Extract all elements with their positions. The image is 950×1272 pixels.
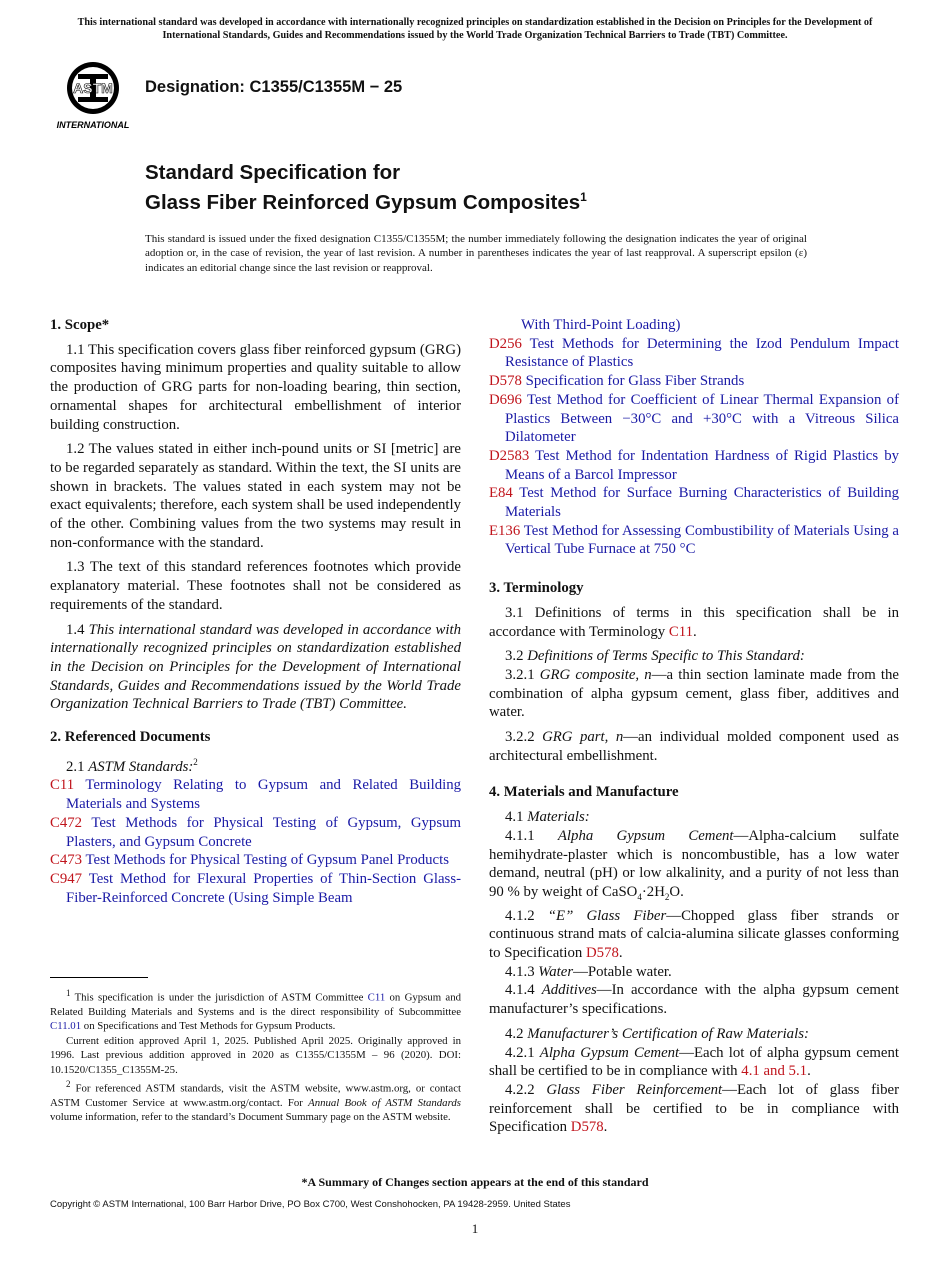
- reference-item: [489, 335, 899, 372]
- mat-4-2-1: 4.2.1 Alpha Gypsum Cement—Each lot of alpha gypsum cement shall be certified to be in compliance with 4.1 and 5.1.: [489, 1044, 899, 1080]
- reference-code-link[interactable]: C473: [50, 852, 83, 869]
- title-footnote-mark: 1: [580, 190, 587, 204]
- title-line-2: Glass Fiber Reinforced Gypsum Composites: [145, 190, 581, 214]
- reference-title-link[interactable]: Test Method for Assessing Combustibility of Materials Using a Vertical Tube Furnace at 750 °C: [505, 522, 899, 558]
- mat-4-1: 4.1 Materials:: [505, 809, 590, 826]
- copyright: Copyright © ASTM International, 100 Barr Harbor Drive, PO Box C700, West Conshohocken, PA 19428-2959. United States: [50, 1199, 571, 1210]
- footnote-rule: [50, 977, 148, 978]
- reference-title-link[interactable]: Specification for Glass Fiber Strands: [525, 373, 745, 390]
- reference-item: [489, 391, 899, 447]
- refdocs-2-1: 2.1 ASTM Standards:$^2$: [66, 756, 198, 775]
- reference-list-left: [50, 776, 461, 907]
- reference-code-link[interactable]: C947: [50, 870, 83, 887]
- right-column: [489, 316, 899, 1137]
- reference-item: [489, 522, 899, 559]
- issued-note: This standard is issued under the fixed designation C1355/C1355M; the number immediately following the designation indicates the year of original adoption or, in the case of revision, the year of last revision. A number in parentheses indicates the year of last reapproval. A superscript epsilon (ε) indicates an editorial change since the last revision or reapproval.: [145, 233, 807, 274]
- astm-logo: [52, 58, 134, 132]
- reference-code-link[interactable]: C11: [50, 777, 75, 794]
- title-line-1: Standard Specification for: [145, 161, 401, 184]
- link-d578-2[interactable]: D578: [570, 1119, 604, 1136]
- footnotes: [50, 986, 461, 1125]
- reference-code-link[interactable]: D2583: [489, 447, 530, 464]
- link-c11[interactable]: C11: [668, 623, 694, 640]
- mat-4-1-2: 4.1.2 “E” Glass Fiber—Chopped glass fiber strands or continuous strand mats of calcia-alumina silicate glasses conforming to Specification D578.: [489, 907, 900, 962]
- term-3-1: 3.1 Definitions of terms in this specification shall be in accordance with Terminology C11.: [489, 604, 899, 640]
- reference-item: [50, 814, 461, 851]
- scope-1-1: 1.1 This specification covers glass fiber reinforced gypsum (GRG) composites having minimum properties and quality suitable to allow the production of GRG parts for non-loading bearing, thin section, ornamental shapes for architectural embellishment of interior building construction.: [50, 341, 461, 433]
- scope-1-3: 1.3 The text of this standard references footnotes which provide explanatory material. These footnotes shall not be considered as requirements of the standard.: [50, 559, 461, 613]
- reference-list-right: [489, 316, 899, 559]
- mat-4-1-3: 4.1.3 Water—Potable water.: [505, 963, 672, 980]
- reference-code-link[interactable]: D696: [489, 391, 522, 408]
- logo-text: ASTM: [73, 80, 113, 96]
- summary-of-changes-note: *A Summary of Changes section appears at the end of this standard: [301, 1175, 649, 1189]
- section-terminology-heading: 3. Terminology: [489, 580, 584, 597]
- link-4-1-and-5-1[interactable]: 4.1 and 5.1: [741, 1063, 808, 1080]
- reference-title-link[interactable]: Test Methods for Physical Testing of Gypsum, Gypsum Plasters, and Gypsum Concrete: [66, 814, 461, 850]
- reference-title-link[interactable]: Terminology Relating to Gypsum and Related Building Materials and Systems: [66, 777, 461, 813]
- mat-4-2-2: 4.2.2 Glass Fiber Reinforcement—Each lot of glass fiber reinforcement shall be certified to be in compliance with Specification D578.: [489, 1081, 900, 1136]
- reference-item: [50, 776, 461, 813]
- section-refdocs-heading: 2. Referenced Documents: [50, 729, 211, 746]
- reference-code-link[interactable]: E136: [489, 522, 521, 539]
- document-title: [145, 160, 587, 215]
- mat-4-2: 4.2 Manufacturer’s Certification of Raw Materials:: [505, 1025, 809, 1042]
- link-d578[interactable]: D578: [585, 945, 619, 962]
- reference-code-link[interactable]: D256: [489, 335, 522, 352]
- link-committee-c11[interactable]: C11: [367, 991, 386, 1004]
- reference-title-link[interactable]: Test Method for Coefficient of Linear Thermal Expansion of Plastics Between −30°C and +30°C with a Vitreous Silica Dilatometer: [505, 391, 899, 446]
- designation: Designation: C1355/C1355M − 25: [145, 78, 403, 96]
- scope-1-4: 1.4 This international standard was developed in accordance with internationally recognized principles on standardization established in the Decision on Principles for the Development of International Standards, Guides and Recommendations issued by the World Trade Organization Technical Barriers to Trade (TBT) Committee.: [50, 621, 461, 713]
- section-materials-heading: 4. Materials and Manufacture: [489, 784, 679, 801]
- reference-item: [50, 851, 461, 870]
- footnote-1: $^1$ This specification is under the jurisdiction of ASTM Committee C11 on Gypsum and Related Building Materials and Systems and is the direct responsibility of Subcommittee C11.01 on Specifications and Test Methods for Gypsum Products.: [50, 988, 461, 1033]
- left-column: [50, 316, 461, 907]
- reference-title-link[interactable]: Test Methods for Physical Testing of Gypsum Panel Products: [85, 852, 449, 869]
- reference-item: [489, 447, 899, 484]
- logo-sub: INTERNATIONAL: [56, 120, 130, 130]
- reference-item: [489, 372, 899, 391]
- page-number: 1: [471, 1221, 479, 1236]
- term-3-2-2: 3.2.2 GRG part, n—an individual molded component used as architectural embellishment.: [489, 729, 900, 764]
- scope-1-2: 1.2 The values stated in either inch-pound units or SI [metric] are to be regarded separately as standard. Within the text, the SI units are shown in brackets. The values stated in each system may not be exact equivalents; therefore, each system shall be used independently of the other. Combining values from the two systems may result in non-conformance with the standard.: [50, 441, 461, 551]
- reference-code-link[interactable]: D578: [489, 373, 522, 390]
- reference-title-link[interactable]: Test Method for Indentation Hardness of Rigid Plastics by Means of a Barcol Impressor: [505, 447, 899, 483]
- mat-4-1-4: 4.1.4 Additives—In accordance with the alpha gypsum cement manufacturer’s specifications.: [489, 982, 900, 1018]
- reference-item: [489, 484, 899, 521]
- link-subcommittee-c11-01[interactable]: C11.01: [50, 1020, 82, 1033]
- reference-item-continued: [489, 316, 899, 335]
- reference-item: [50, 870, 461, 907]
- reference-title-link-continued[interactable]: With Third-Point Loading): [521, 317, 681, 333]
- reference-title-link[interactable]: Test Method for Surface Burning Characteristics of Building Materials: [505, 485, 899, 521]
- section-scope-heading: 1. Scope*: [50, 317, 110, 333]
- reference-title-link[interactable]: Test Method for Flexural Properties of Thin-Section Glass-Fiber-Reinforced Concrete (Using Simple Beam: [66, 870, 462, 906]
- astm-logo-icon: [52, 58, 134, 132]
- footnote-1-edition: Current edition approved April 1, 2025. Published April 2025. Originally approved in 1996. Last previous addition approved in 2020 as C1355/C1355M – 96 (2020). DOI: 10.1520/C1355_C1355M-25.: [50, 1034, 461, 1076]
- footnote-2: $^2$ For referenced ASTM standards, visit the ASTM website, www.astm.org, or contact ASTM Customer Service at www.astm.org/contact. For Annual Book of ASTM Standards volume information, refer to the standard’s Document Summary page on the ASTM website.: [50, 1079, 461, 1124]
- reference-code-link[interactable]: C472: [50, 814, 83, 831]
- reference-code-link[interactable]: E84: [489, 485, 513, 502]
- term-3-2: 3.2 Definitions of Terms Specific to This Standard:: [505, 648, 805, 665]
- term-3-2-1: 3.2.1 GRG composite, n—a thin section laminate made from the combination of alpha gypsum cement, glass fiber, additives and water.: [489, 666, 900, 721]
- mat-4-1-1: 4.1.1 Alpha Gypsum Cement—Alpha-calcium sulfate hemihydrate-plaster which is noncombustible, has a low water demand, neutral (pH) or low alkalinity, and a purity of not less than 90 % by weight of $CaSO_4\cdot 2H_2O$.: [489, 827, 899, 902]
- top-notice: This international standard was developed in accordance with internationally recognized principles on standardization established in the Decision on Principles for the Development of International Standards, Guides and Recommendations issued by the World Trade Organization Technical Barriers to Trade (TBT) Committee.: [77, 17, 873, 41]
- reference-title-link[interactable]: Test Methods for Determining the Izod Pendulum Impact Resistance of Plastics: [505, 335, 899, 371]
